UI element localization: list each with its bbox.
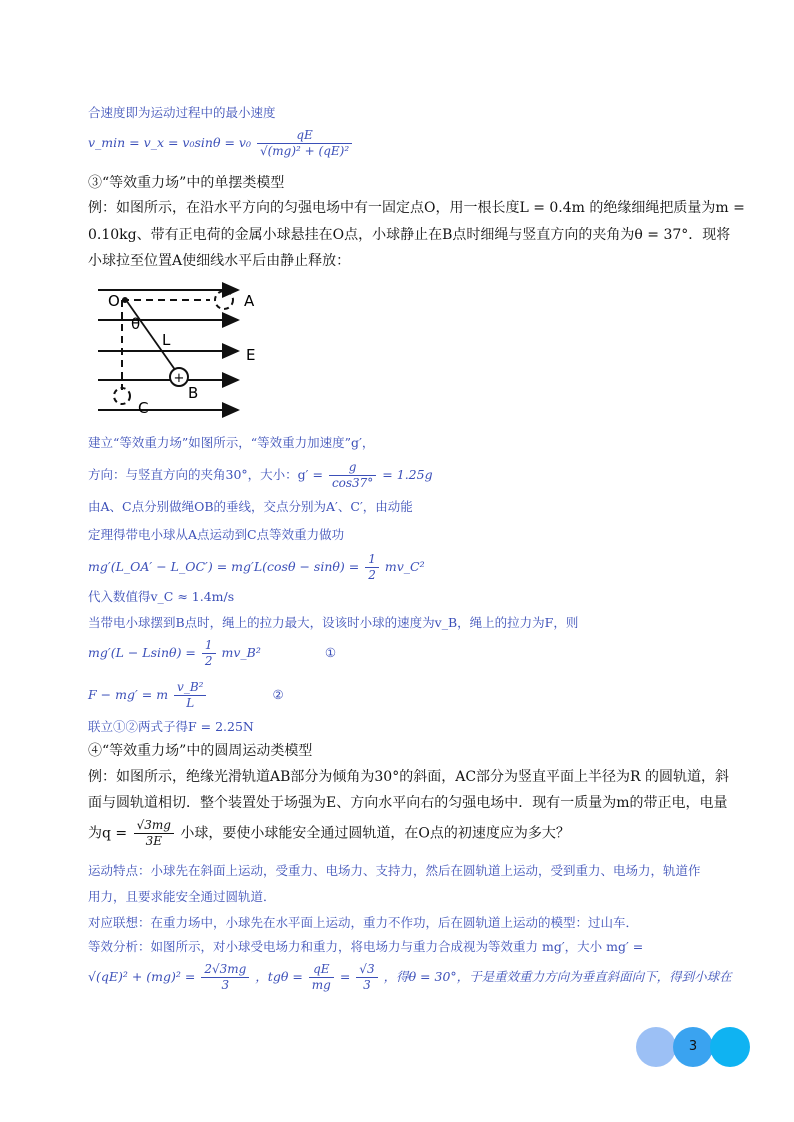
ball-position-c [114,388,130,404]
text-line-1: 合速度即为运动过程中的最小速度 [88,105,276,120]
text-line-16: 联立①②两式子得F = 2.25N [88,719,254,734]
label-theta: θ [131,315,141,333]
formula-work-energy: mg′(L_OA′ − L_OC′) = mg′L(cosθ − sinθ) = $\frac{1}{2}$ mv_C² [88,552,425,582]
text-line-23: 对应联想：在重力场中，小球先在水平面上运动，重力不作功，后在圆轨道上运动的模型：过山车． [88,915,639,930]
example-line-4: 例：如图所示，绝缘光滑轨道AB部分为倾角为30°的斜面，AC部分为竖直平面上半径为R 的圆轨道，斜 [88,769,730,785]
formula-eq1: mg′(L − Lsinθ) = $\frac{1}{2}$ mv_B² ① [88,638,337,668]
example-line-1: 例：如图所示，在沿水平方向的匀强电场中有一固定点O，用一根长度L = 0.4m 的绝缘细绳把质量为m = [88,200,745,216]
formula-eq2: F − mg′ = m $\frac{\text{v\_B²}}{L}$ ② [88,680,284,710]
text-line-13: 当带电小球摆到B点时，绳上的拉力最大，设该时小球的速度为v_B，绳上的拉力为F，则 [88,615,579,630]
label-o: O [108,292,120,310]
text-line-7: 建立“等效重力场”如图所示，“等效重力加速度”g′， [88,435,375,450]
text-line-9: 由A、C点分别做绳OB的垂线，交点分别为A′、C′，由动能 [88,499,413,514]
example-line-3: 小球拉至位置A使细线水平后由静止释放： [88,253,351,269]
text-line-10: 定理得带电小球从A点运动到C点等效重力做功 [88,527,345,542]
formula-vmin: v_min = v_x = v₀sinθ = v₀ $\frac{qE}{\text{√(mg)² + (qE)²}}$ [88,128,354,159]
text-line-21: 运动特点：小球先在斜面上运动，受重力、电场力、支持力，然后在圆轨道上运动，受到重力、电场力，轨道作 [88,863,701,878]
charge-plus-label: + [173,371,185,386]
decor-bubble-cyan [710,1027,750,1067]
example-line-6: 为q = $\frac{√3mg}{3E}$ 小球，要使小球能安全通过圆轨道，在O点的初速度应为多大？ [88,818,570,848]
page-number-badge [636,1027,756,1067]
example-line-5: 面与圆轨道相切．整个装置处于场强为E、方向水平向右的匀强电场中．现有一质量为m的带正电，电量 [88,795,728,811]
label-b: B [188,384,199,402]
label-e: E [246,346,256,364]
text-line-24: 等效分析：如图所示，对小球受电场力和重力，将电场力与重力合成视为等效重力 mg′，大小 mg′ = [88,939,644,954]
section-heading-4: ④“等效重力场”中的圆周运动类模型 [88,743,313,759]
pivot-point [122,297,128,303]
label-a: A [244,292,255,310]
label-l: L [162,331,171,349]
text-line-22: 用力，且要求能安全通过圆轨道． [88,889,276,904]
label-c: C [138,399,149,417]
section-heading-3: ③“等效重力场”中的单摆类模型 [88,175,285,191]
ball-position-a [215,291,233,309]
pendulum-field-diagram [90,282,290,422]
example-line-2: 0.10kg、带有正电荷的金属小球悬挂在O点，小球静止在B点时细绳与竖直方向的夹角为θ = 37°．现将 [88,227,731,243]
formula-mg-prime: √(qE)² + (mg)² = $\frac{2√3mg}{3}$ ，tgθ = $\frac{qE}{mg}$ = $\frac{√3}{3}$ ，得θ = 30°，于是重效重力方向为垂直斜面向下，得到小球在 [88,962,732,992]
text-line-12: 代入数值得v_C ≈ 1.4m/s [88,589,235,604]
decor-bubble-light [636,1027,676,1067]
page-number: 3 [688,1039,698,1054]
formula-g-prime: 方向：与竖直方向的夹角30°，大小：g′ = $\frac{g}{\cos 37^\circ}$ = 1.25g [88,460,433,490]
